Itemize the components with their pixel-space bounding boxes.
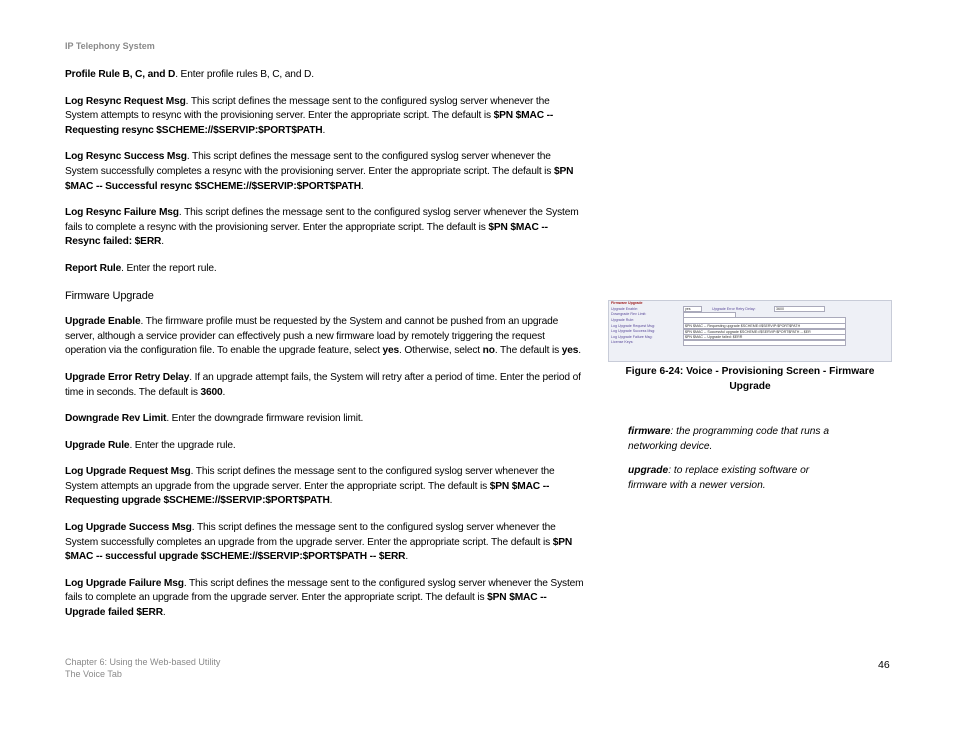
retry-delay-field[interactable]: 3600	[774, 306, 825, 312]
glossary-upgrade: upgrade: to replace existing software or firmware with a newer version.	[628, 465, 810, 491]
section-heading: Firmware Upgrade	[65, 289, 154, 302]
upgrade-enable-select[interactable]: yes	[683, 306, 702, 312]
footer-section: The Voice Tab	[65, 668, 122, 679]
para-downgrade-rev-limit: Downgrade Rev Limit. Enter the downgrade firmware revision limit.	[65, 413, 364, 425]
para-upgrade-retry-delay: Upgrade Error Retry Delay. If an upgrade attempt fails, the System will retry after a period of time. Enter the period of time in seconds. The default is 3600.	[65, 371, 581, 398]
para-report-rule: Report Rule. Enter the report rule.	[65, 262, 217, 274]
figure-row-license: License Keys:	[609, 340, 891, 346]
glossary-firmware: firmware: the programming code that runs a networking device.	[628, 426, 830, 452]
figure-row-log-failure: Log Upgrade Failure Msg: $PN $MAC -- Upgrade failed: $ERR	[609, 335, 891, 341]
para-log-resync-success: Log Resync Success Msg. This script defines the message sent to the configured syslog server whenever the System successfully completes a resync with the provisioning server. Enter the appropriate script. The default is $PN $MAC -- Successful resync $SCHEME://$SERVIP:$PORT$PATH.	[65, 151, 574, 192]
footer	[65, 657, 220, 680]
para-upgrade-rule: Upgrade Rule. Enter the upgrade rule.	[65, 439, 236, 451]
license-keys-field[interactable]	[683, 340, 846, 346]
figure-caption: Figure 6-24: Voice - Provisioning Screen - Firmware Upgrade	[625, 366, 875, 392]
main-content	[65, 68, 585, 633]
para-log-upgrade-success: Log Upgrade Success Msg. This script defines the message sent to the configured syslog server whenever the System successfully completes an upgrade from the upgrade server. Enter the appropriate script. The default is $PN $MAC -- successful upgrade $SCHEME://$SERVIP:$PORT$PATH -- $ERR.	[65, 522, 573, 563]
para-log-resync-request: Log Resync Request Msg. This script defines the message sent to the configured syslog server whenever the System attempts to resync with the provisioning server. Enter the appropriate script. The default is $PN $MAC -- Requesting resync $SCHEME://$SERVIP:$PORT$PATH.	[65, 95, 554, 136]
firmware-upgrade-screenshot	[608, 300, 892, 362]
figure-title: Firmware Upgrade	[611, 301, 643, 305]
para-log-resync-failure: Log Resync Failure Msg. This script defines the message sent to the configured syslog server whenever the System fails to complete a resync with the provisioning server. Enter the appropriate script. The default is $PN $MAC -- Resync failed: $ERR.	[65, 207, 579, 248]
para-profile-rule: Profile Rule B, C, and D. Enter profile rules B, C, and D.	[65, 69, 314, 80]
figure-row-downgrade: Downgrade Rev Limit:	[609, 312, 891, 318]
para-log-upgrade-failure: Log Upgrade Failure Msg. This script defines the message sent to the configured syslog server whenever the System fails to complete an upgrade from the upgrade server. Enter the appropriate script. The default is $PN $MAC -- Upgrade failed $ERR.	[65, 577, 584, 619]
para-log-upgrade-request: Log Upgrade Request Msg. This script defines the message sent to the configured syslog server whenever the System attempts an upgrade from the upgrade server. Enter the appropriate script. The default is $PN $MAC -- Requesting upgrade $SCHEME://$SERVIP:$PORT$PATH.	[65, 466, 555, 507]
log-success-field[interactable]: $PN $MAC -- Successful upgrade $SCHEME://$SERVIP:$PORT$PATH -- $ER	[683, 329, 846, 335]
log-request-field[interactable]: $PN $MAC -- Requesting upgrade $SCHEME://$SERVIP:$PORT$PATH	[683, 323, 846, 329]
figure-row-upgrade-enable: Upgrade Enable: yes Upgrade Error Retry Delay: 3600	[609, 307, 891, 313]
figure-row-log-request: Log Upgrade Request Msg: $PN $MAC -- Requesting upgrade $SCHEME://$SERVIP:$PORT$PATH	[609, 323, 891, 329]
footer-chapter: Chapter 6: Using the Web-based Utility	[65, 657, 221, 667]
running-header: IP Telephony System	[65, 41, 155, 51]
figure-row-upgrade-rule: Upgrade Rule:	[609, 318, 891, 324]
page-number: 46	[878, 659, 890, 671]
para-upgrade-enable: Upgrade Enable. The firmware profile must be requested by the System and cannot be pushed from an upgrade server, although a service provider can effectively push a new firmware load by remotely triggering the request operation via the configuration file. To enable the upgrade feature, select yes. Otherwise, select no. The default is yes.	[65, 316, 581, 357]
log-failure-field[interactable]: $PN $MAC -- Upgrade failed: $ERR	[683, 334, 846, 340]
figure-row-log-success: Log Upgrade Success Msg: $PN $MAC -- Successful upgrade $SCHEME://$SERVIP:$PORT$PATH -- $ER	[609, 329, 891, 335]
